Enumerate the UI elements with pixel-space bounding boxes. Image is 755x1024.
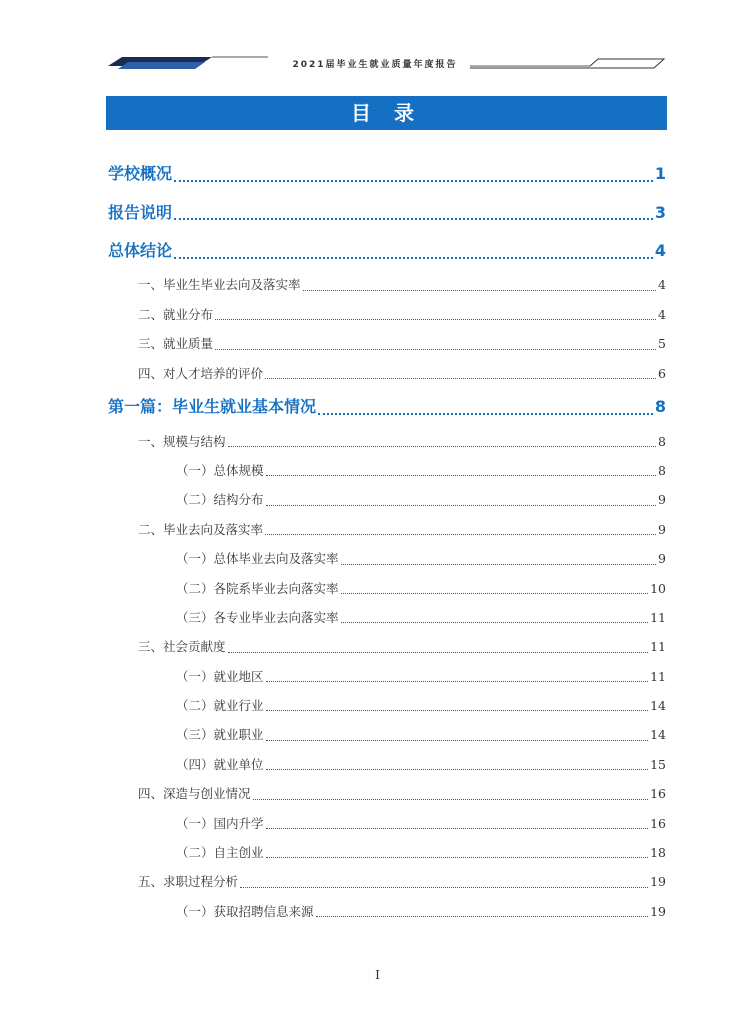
toc-leader-dots <box>266 855 649 858</box>
toc-entry-page: 16 <box>650 786 666 802</box>
toc-entry-level-1[interactable] <box>108 194 666 233</box>
toc-leader-dots <box>341 620 649 623</box>
toc-entry-label: 三、就业质量 <box>138 336 214 352</box>
toc-entry-page: 14 <box>650 727 666 743</box>
toc-leader-dots <box>266 826 649 829</box>
toc-entry-page: 6 <box>658 365 666 381</box>
toc-entry-label: 五、求职过程分析 <box>138 874 239 890</box>
toc-entry-page: 4 <box>658 306 666 322</box>
toc-leader-dots <box>303 288 657 291</box>
toc-leader-dots <box>266 679 649 682</box>
page-number: I <box>375 968 380 982</box>
toc-entry-level-3[interactable] <box>108 662 666 691</box>
toc-entry-label: 一、规模与结构 <box>138 433 226 449</box>
toc-leader-dots <box>341 562 657 565</box>
toc-entry-page: 9 <box>658 551 666 567</box>
toc-entry-level-1[interactable] <box>108 232 666 271</box>
toc-entry-page: 11 <box>650 609 666 625</box>
toc-entry-label: （一）总体毕业去向及落实率 <box>176 551 339 567</box>
toc-leader-dots <box>266 738 649 741</box>
toc-entry-label: 二、毕业去向及落实率 <box>138 521 264 537</box>
toc-entry-level-2[interactable] <box>108 271 666 300</box>
toc-leader-dots <box>266 503 657 506</box>
toc-entry-level-3[interactable] <box>108 691 666 720</box>
toc-entry-page: 3 <box>654 202 666 222</box>
toc-entry-label: 四、对人才培养的评价 <box>138 365 264 381</box>
toc-entry-level-3[interactable] <box>108 603 666 632</box>
toc-entry-label: （三）各专业毕业去向落实率 <box>176 609 339 625</box>
toc-leader-dots <box>228 444 657 447</box>
toc-entry-page: 14 <box>650 698 666 714</box>
toc-entry-label: 四、深造与创业情况 <box>138 786 251 802</box>
toc-leader-dots <box>240 885 648 888</box>
report-title: 2021届毕业生就业质量年度报告 <box>292 60 458 70</box>
toc-entry-label: （四）就业单位 <box>176 756 264 772</box>
toc-entry-label: （一）总体规模 <box>176 462 264 478</box>
toc-entry-label: 总体结论 <box>108 241 173 260</box>
toc-entry-page: 19 <box>650 874 666 890</box>
toc-entry-level-2[interactable] <box>108 427 666 456</box>
toc-entry-level-3[interactable] <box>108 838 666 867</box>
toc-entry-label: （一）就业地区 <box>176 668 264 684</box>
toc-entry-level-3[interactable] <box>108 897 666 926</box>
toc-entry-level-2[interactable] <box>108 867 666 896</box>
toc-entry-level-2[interactable] <box>108 359 666 388</box>
toc-entry-level-2[interactable] <box>108 329 666 358</box>
toc-entry-level-3[interactable] <box>108 485 666 514</box>
table-of-contents <box>108 155 666 926</box>
toc-entry-page: 9 <box>658 521 666 537</box>
toc-leader-dots <box>341 591 649 594</box>
toc-entry-level-3[interactable] <box>108 720 666 749</box>
toc-leader-dots <box>215 317 656 320</box>
toc-entry-level-3[interactable] <box>108 809 666 838</box>
toc-entry-page: 4 <box>654 241 666 260</box>
toc-entry-level-2[interactable] <box>108 515 666 544</box>
toc-entry-label: 二、就业分布 <box>138 306 214 322</box>
toc-entry-level-3[interactable] <box>108 456 666 485</box>
toc-leader-dots <box>318 411 653 415</box>
toc-entry-level-1[interactable] <box>108 388 666 427</box>
toc-leader-dots <box>174 178 653 182</box>
toc-entry-label: （一）国内升学 <box>176 815 264 831</box>
toc-leader-dots <box>253 797 649 800</box>
toc-leader-dots <box>174 216 653 220</box>
toc-entry-level-1[interactable] <box>108 155 666 194</box>
toc-entry-label: 一、毕业生毕业去向及落实率 <box>138 277 301 293</box>
toc-entry-page: 4 <box>658 277 666 293</box>
toc-entry-page: 5 <box>658 336 666 352</box>
toc-entry-page: 10 <box>650 580 666 596</box>
toc-entry-label: （三）就业职业 <box>176 727 264 743</box>
toc-entry-page: 15 <box>650 756 666 772</box>
toc-entry-page: 8 <box>654 397 666 417</box>
toc-title-banner: 目 录 <box>106 96 667 130</box>
toc-leader-dots <box>316 914 649 917</box>
toc-entry-page: 8 <box>658 462 666 478</box>
toc-entry-label: （二）自主创业 <box>176 845 264 861</box>
toc-entry-page: 18 <box>650 845 666 861</box>
page-header <box>0 0 755 80</box>
toc-entry-label: （一）获取招聘信息来源 <box>176 903 314 919</box>
toc-entry-label: （二）结构分布 <box>176 492 264 508</box>
toc-entry-label: 报告说明 <box>108 202 173 222</box>
toc-entry-page: 19 <box>650 903 666 919</box>
toc-leader-dots <box>266 708 649 711</box>
toc-leader-dots <box>265 532 656 535</box>
toc-leader-dots <box>266 473 657 476</box>
toc-leader-dots <box>228 650 649 653</box>
toc-entry-level-3[interactable] <box>108 544 666 573</box>
toc-entry-page: 9 <box>658 492 666 508</box>
toc-entry-label: 三、社会贡献度 <box>138 639 226 655</box>
toc-entry-level-2[interactable] <box>108 300 666 329</box>
toc-entry-page: 16 <box>650 815 666 831</box>
toc-entry-level-3[interactable] <box>108 574 666 603</box>
toc-entry-level-3[interactable] <box>108 750 666 779</box>
toc-entry-page: 11 <box>650 639 666 655</box>
toc-entry-label: 第一篇：毕业生就业基本情况 <box>108 397 317 417</box>
toc-entry-level-2[interactable] <box>108 632 666 661</box>
toc-entry-page: 11 <box>650 668 666 684</box>
toc-entry-label: 学校概况 <box>108 164 173 183</box>
toc-entry-page: 8 <box>658 433 666 449</box>
toc-leader-dots <box>265 376 656 379</box>
toc-entry-label: （二）就业行业 <box>176 698 264 714</box>
toc-leader-dots <box>215 347 656 350</box>
toc-entry-level-2[interactable] <box>108 779 666 808</box>
toc-entry-page: 1 <box>654 164 666 183</box>
toc-leader-dots <box>174 255 653 259</box>
toc-entry-label: （二）各院系毕业去向落实率 <box>176 580 339 596</box>
toc-leader-dots <box>266 767 649 770</box>
